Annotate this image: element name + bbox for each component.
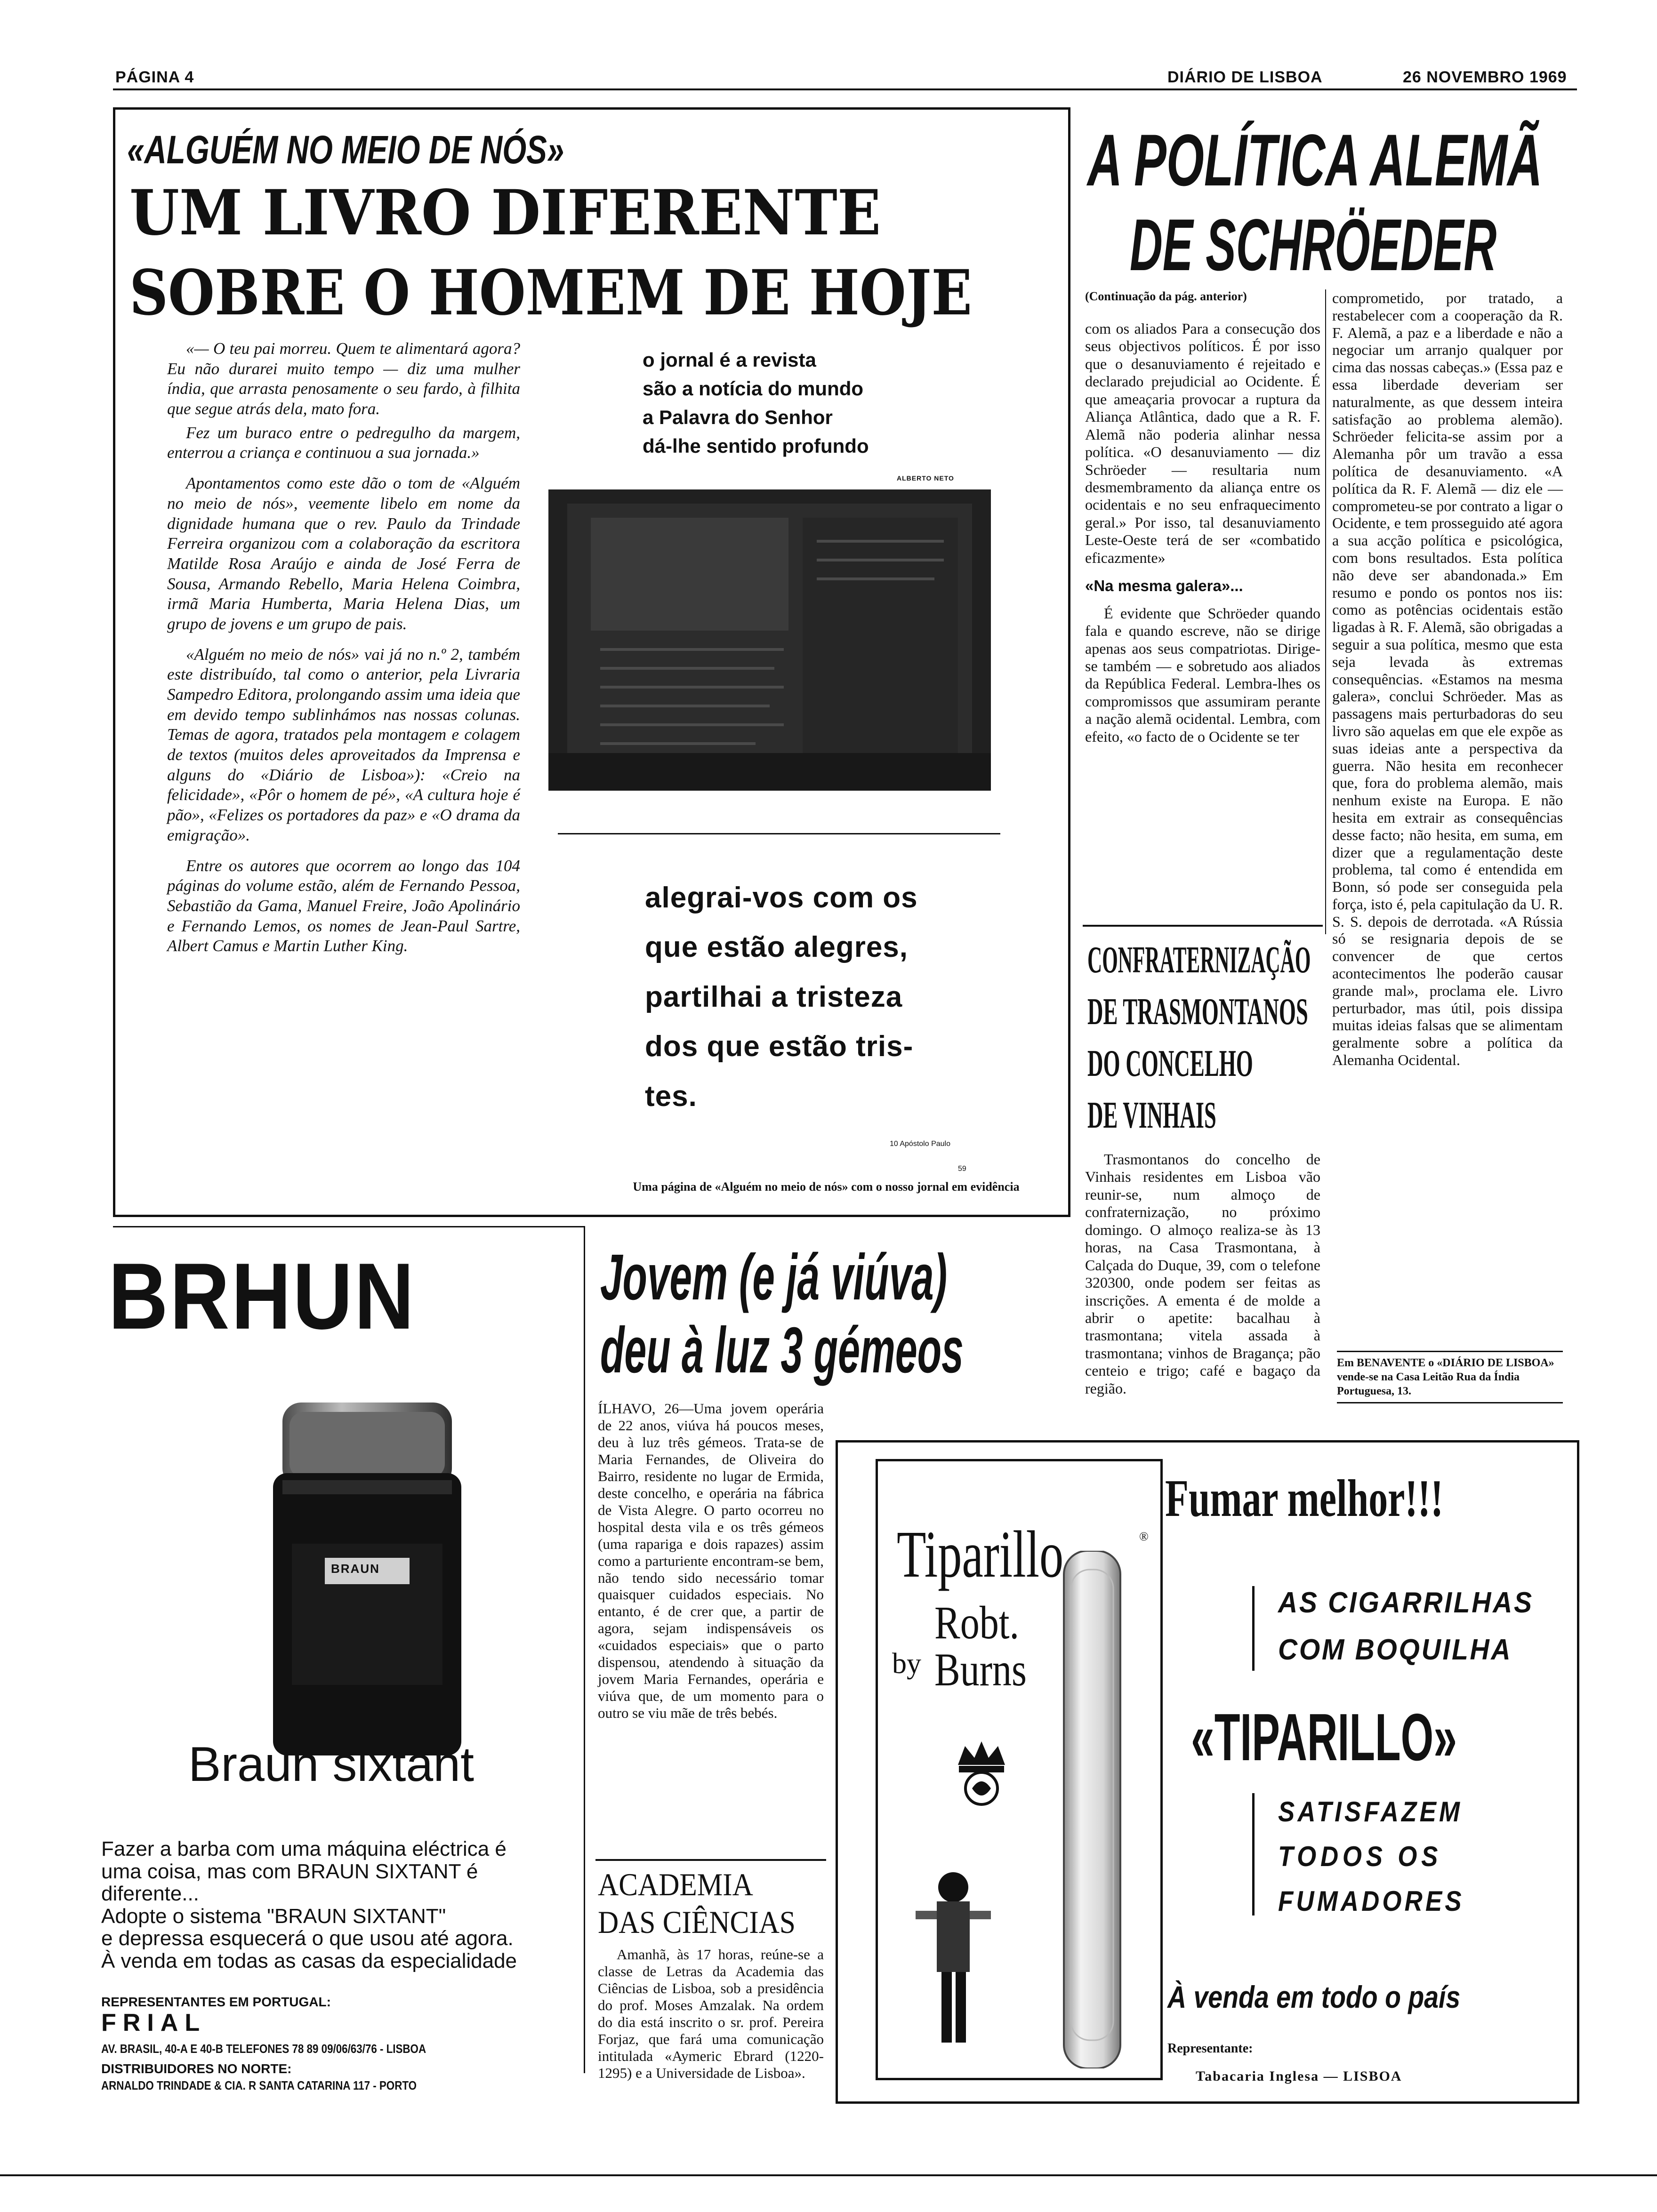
page-label: PÁGINA 4 xyxy=(115,68,194,86)
shaver-label: BRAUN xyxy=(331,1562,380,1576)
tiparillo-line-2: COM BOQUILHA xyxy=(1278,1634,1512,1666)
tiparillo-line-4: TODOS OS xyxy=(1278,1841,1442,1872)
braun-product-name: Braun sixtant xyxy=(188,1737,474,1792)
issue-date: 26 NOVEMBRO 1969 xyxy=(1403,68,1567,86)
tiparillo-line-1: AS CIGARRILHAS xyxy=(1278,1587,1534,1619)
quote-top xyxy=(643,346,869,461)
livro-paragraph: Apontamentos como este dão o tom de «Alguém no meio de nós», veemente libelo em nome da dignidade humana que o rev. Paulo da Trindade Ferreira organizou com a colaboração da escritora Matilde Rosa Araújo e ainda de José Ferra de Sousa, Armando Rebello, Maria Helena Coimbra, irmã Maria Humberta, Maria Helena Dias, um grupo de jovens e um grupo de pais. xyxy=(167,474,520,633)
gemeos-headline-1: Jovem (e já viúva) xyxy=(600,1241,948,1314)
braun-rep-address: AV. BRASIL, 40-A E 40-B TELEFONES 78 89 09/06/63/76 - LISBOA xyxy=(101,2042,426,2056)
politica-column-b xyxy=(1332,289,1563,1073)
braun-copy-line: Adopte o sistema "BRAUN SIXTANT" xyxy=(101,1904,446,1928)
livro-headline-2: SOBRE O HOMEM DE HOJE xyxy=(129,256,972,329)
tiparillo-brand: Tiparillo xyxy=(897,1517,1064,1591)
politica-headline-2: DE SCHRÖEDER xyxy=(1130,204,1497,286)
tiparillo-accent-bar xyxy=(1252,1586,1255,1671)
tiparillo-rep-name: Tabacaria Inglesa — LISBOA xyxy=(1196,2068,1402,2084)
column-rule xyxy=(1325,289,1326,934)
braun-rep-name: FRIAL xyxy=(101,2009,207,2036)
braun-copy-line: Fazer a barba com uma máquina eléctrica é xyxy=(101,1837,507,1860)
tiparillo-by: by xyxy=(892,1648,921,1680)
academia-body xyxy=(598,1946,824,2085)
braun-dist-address: ARNALDO TRINDADE & CIA. R SANTA CATARINA 117 - PORTO xyxy=(101,2078,417,2092)
braun-copy-line: diferente... xyxy=(101,1882,199,1906)
header-rule xyxy=(113,88,1577,90)
braun-copy-line: e depressa esquecerá o que usou até agora. xyxy=(101,1927,514,1950)
politica-subhead: «Na mesma galera»... xyxy=(1085,577,1243,595)
livro-paragraph: Fez um buraco entre o pedregulho da margem, enterrou a criança e continuou a sua jornada.» xyxy=(167,423,520,462)
quote-bottom xyxy=(645,873,918,1121)
tiparillo-line-5: FUMADORES xyxy=(1278,1885,1464,1917)
quote-bottom-line: tes. xyxy=(645,1080,697,1113)
braun-logo: BRHUN xyxy=(108,1244,416,1349)
braun-rep-label: REPRESENTANTES EM PORTUGAL: xyxy=(101,1995,331,2009)
tiparillo-big-name: «TIPARILLO» xyxy=(1191,1700,1457,1775)
quote-bottom-line: dos que estão tris- xyxy=(645,1030,914,1063)
livro-paragraph: Entre os autores que ocorrem ao longo das 104 páginas do volume estão, além de Fernando Pessoa, Sebastião da Gama, Manuel Freire, João Apolinário e Fernando Lemos, os nomes de Jean-Paul Sartre, Albert Camus e Martin Luther King. xyxy=(167,856,520,955)
confrat-headline-line: DE VINHAIS xyxy=(1087,1095,1216,1136)
braun-side-rule xyxy=(584,1226,585,2073)
registered-mark: ® xyxy=(1139,1530,1149,1543)
politica-text: com os aliados Para a consecução dos seus objectivos políticos. É por isso que o desanuviamento é rejeitado e declarado prejudicial ao Ocidente. É que ameaçaria provocar a ruptura da Aliança Atlântica, dado que a R. F. Alemã não poderia alinhar nessa política. «O desanuviamento — diz Schröeder — resultaria num desmembramento da aliança entre os ocidentais e no seu enfraquecimento geral.» Por isso, tal desanuviamento Leste-Oeste terá de ser «combatido eficazmente» xyxy=(1085,320,1320,566)
confrat-headline-line: DO CONCELHO xyxy=(1087,1043,1253,1084)
confrat-body xyxy=(1085,1151,1320,1401)
tiparillo-headline: Fumar melhor!!! xyxy=(1165,1469,1444,1528)
magazine-page-photo xyxy=(548,489,991,791)
quote-bottom-line: que estão alegres, xyxy=(645,931,909,964)
politica-headline-1: A POLÍTICA ALEMÃ xyxy=(1087,120,1543,201)
quote-bottom-author: 10 Apóstolo Paulo xyxy=(890,1140,950,1148)
gemeos-headline-2: deu à luz 3 gémeos xyxy=(600,1314,964,1387)
politica-text: É evidente que Schröeder quando fala e quando escreve, não se dirige apenas aos seus compatriotas. Dirige-se também — e sobretudo aos aliados da República Federal. Lembra-lhes os compromissos que assumiram perante a nação alemã ocidental. Lembra, com efeito, «o facto de o Ocidente se ter xyxy=(1085,604,1320,745)
figure-illustration xyxy=(897,1864,1010,2061)
photo-caption: Uma página de «Alguém no meio de nós» com o nosso jornal em evidência xyxy=(633,1180,1020,1194)
livro-paragraph: «— O teu pai morreu. Quem te alimentará agora? Eu não durarei muito tempo — diz uma mulher índia, que arrasta penosamente o seu fardo, à filhita que segue atrás dela, mato fora. xyxy=(167,339,520,418)
quote-divider xyxy=(558,833,1000,834)
braun-dist-label: DISTRIBUIDORES NO NORTE: xyxy=(101,2061,292,2076)
quote-top-line: são a notícia do mundo xyxy=(643,377,864,400)
braun-copy-line: À venda em todas as casas da especialidade xyxy=(101,1949,517,1972)
confrat-headline-line: CONFRATERNIZAÇÃO xyxy=(1087,939,1311,981)
academia-headline-2: DAS CIÊNCIAS xyxy=(598,1904,796,1940)
livro-kicker: «ALGUÉM NO MEIO DE NÓS» xyxy=(127,128,564,172)
quote-top-line: a Palavra do Senhor xyxy=(643,406,833,428)
livro-headline-1: UM LIVRO DIFERENTE xyxy=(129,176,881,249)
livro-article-body xyxy=(167,339,520,960)
tiparillo-rep-label: Representante: xyxy=(1167,2041,1253,2056)
page-bottom-rule xyxy=(0,2174,1657,2176)
politica-column-a xyxy=(1085,320,1320,749)
quote-bottom-ref: 59 xyxy=(958,1165,966,1173)
quote-top-line: dá-lhe sentido profundo xyxy=(643,434,869,457)
tiparillo-accent-bar xyxy=(1252,1793,1255,1915)
academia-top-rule xyxy=(595,1859,826,1861)
tiparillo-line-3: SATISFAZEM xyxy=(1278,1796,1463,1827)
tiparillo-maker-1: Robt. xyxy=(934,1596,1019,1649)
continuation-note: (Continuação da pág. anterior) xyxy=(1085,289,1247,303)
braun-top-rule xyxy=(113,1226,584,1227)
politica-text: comprometido, por tratado, a restabelecer com a cooperação da R. F. Alemã, a paz e a liberdade e não a negociar um arranjo qualquer por cima das nossas cabeças.» (Essa paz e essa liberdade deveriam ser naturalmente, as que dessem inteira satisfação ao problema alemão). Schröeder felicita-se assim por a Alemanha pôr um travão a essa política de desanuviamento. «A política da R. F. Alemã — diz ele — comprometeu-se por contrato a ligar o Ocidente, e tem prosseguido até agora a sua acção política e psicológica, com bons resultados. Esta política não deve ser abandonada.» Em resumo e pondo os pontos nos iis: como as potências ocidentais estão ligadas à R. F. Alemã, são obrigadas a seguir a sua política, mesmo que esta seja levada às extremas consequências. «Estamos na mesma galera», conclui Schröeder. Mas as passagens mais perturbadoras do seu livro são aquelas em que ele expõe as suas ideias ante a perspectiva da guerra. Não hesita em reconhecer que, fora do problema alemão, mais nenhum existe na Europa. E não hesita em extrair as consequências desse facto; não hesita, em suma, em dizer que a regulamentação deste problema, tal como é entendida em Bonn, só pode ser conseguida pela força, isto é, pela capitulação da U. R. S. S. depois de derrotada. «A Rússia só se resignaria depois de se convencer de que certos acontecimentos lhe poderão causar grande mal», proclama ele. Livro perturbador, mas útil, pois dissipa muitas ideias falsas que se alimentam geralmente sobre a política da Alemanha Ocidental. xyxy=(1332,289,1563,1069)
shaver-illustration xyxy=(264,1403,471,1760)
quote-bottom-line: alegrai-vos com os xyxy=(645,882,918,914)
newspaper-name: DIÁRIO DE LISBOA xyxy=(1167,68,1323,86)
tiparillo-sale: À venda em todo o país xyxy=(1167,1980,1461,2014)
braun-copy-line: uma coisa, mas com BRAUN SIXTANT é xyxy=(101,1859,478,1883)
tiparillo-maker-2: Burns xyxy=(934,1643,1027,1696)
academia-headline-1: ACADEMIA xyxy=(598,1867,753,1902)
crown-crest-icon xyxy=(949,1737,1014,1807)
quote-top-line: o jornal é a revista xyxy=(643,349,816,371)
benavente-notice: Em BENAVENTE o «DIÁRIO DE LISBOA» vende-se na Casa Leitão Rua da Índia Portuguesa, 13. xyxy=(1337,1351,1563,1403)
braun-copy xyxy=(101,1838,517,1972)
academia-text: Amanhã, às 17 horas, reúne-se a classe de Letras da Academia das Ciências de Lisboa, sob a presidência do prof. Moses Amzalak. Na ordem do dia está inscrito o sr. prof. Pereira Forjaz, que fará uma comunicação intitulada «Aymeric Ebrard (1220-1295) e a Universidade de Lisboa». xyxy=(598,1946,824,2081)
quote-bottom-line: partilhai a tristeza xyxy=(645,980,903,1013)
gemeos-body xyxy=(598,1400,824,1725)
confrat-rule xyxy=(1083,925,1323,927)
livro-paragraph: «Alguém no meio de nós» vai já no n.º 2, também este distribuído, tal como o anterior, pela Livraria Sampedro Editora, prolongando assim uma ideia que em devido tempo sublinhámos nas nossas colunas. Temas de agora, tratados pela montagem e colagem de textos (muitos deles aproveitados da Imprensa e alguns do «Diário de Lisboa»): «Creio na felicidade», «Pôr o homem de pé», «A cultura hoje é pão», «Felizes os portadores da paz» e «O drama da emigração». xyxy=(167,645,520,844)
cigarillo-illustration xyxy=(1031,1551,1149,2068)
quote-top-author: ALBERTO NETO xyxy=(897,474,954,482)
confrat-text: Trasmontanos do concelho de Vinhais residentes em Lisboa vão reunir-se, num almoço de confraternização, no próximo domingo. O almoço realiza-se às 13 horas, na Casa Trasmontana, à Calçada do Duque, 39, com o telefone 320300, onde podem ser feitas as inscrições. A ementa é de molde a abrir o apetite: bacalhau à trasmontana; vitela assada à trasmontana; vinhos de Bragança; pão centeio e trigo; café e bagaço da região. xyxy=(1085,1151,1320,1397)
confrat-headline-line: DE TRASMONTANOS xyxy=(1087,991,1308,1033)
gemeos-text: ÍLHAVO, 26—Uma jovem operária de 22 anos, viúva há poucos meses, deu à luz três gémeos. Trata-se de Maria Fernandes, de Oliveira do Bairro, residente no lugar de Ermida, deste concelho, e operária na fábrica de Vista Alegre. O parto ocorreu no hospital desta vila e os três gémeos (uma rapariga e dois rapazes) assim como a parturiente encontram-se bem, não tendo sido necessário tomar quaisquer cuidados especiais. No entanto, é de crer que, a partir de agora, sejam indispensáveis os «cuidados especiais» que o parto dispensou, atendendo à situação da jovem Maria Fernandes, operária e viúva que, de um momento para o outro se viu mãe de três bebés. xyxy=(598,1400,824,1722)
